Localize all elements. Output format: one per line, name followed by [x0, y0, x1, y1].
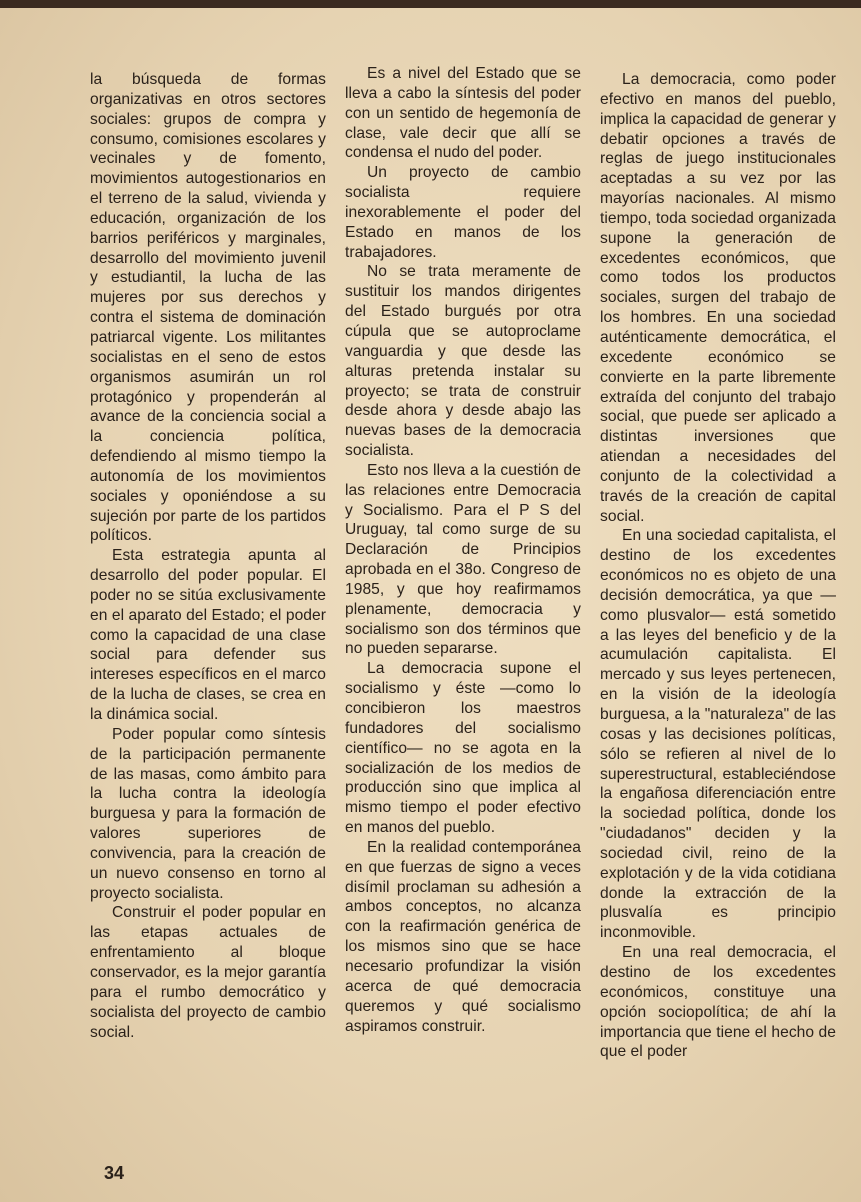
- paragraph: Esta estrategia apunta al desarrollo del poder popular. El poder no se sitúa exclusivamente en el aparato del Estado; el poder como la capacidad de una clase social para defender sus intereses específicos en el marco de la lucha de clases, se crea en la dinámica social.: [90, 547, 326, 723]
- paragraph: Construir el poder popular en las etapas actuales de enfrentamiento al bloque conservador, es la mejor garantía para el rumbo democrático y socialista del proyecto de cambio social.: [90, 904, 326, 1041]
- paragraph: Esto nos lleva a la cuestión de las relaciones entre Democracia y Socialismo. Para el P S del Uruguay, tal como surge de su Declaración de Principios aprobada en el 38o. Congreso de 1985, y que hoy reafirmamos plenamente, democracia y socialismo son dos términos que no pueden separarse.: [345, 461, 581, 658]
- paragraph: La democracia supone el socialismo y éste —como lo concibieron los maestros fundadores del socialismo científico— no se agota en la socialización de los medios de producción sino que implica al mismo tiempo el poder efectivo en manos del pueblo.: [345, 660, 581, 837]
- paragraph: No se trata meramente de sustituir los mandos dirigentes del Estado burgués por otra cúpula que se autoproclame vanguardia y que desde las alturas pretenda instalar su proyecto; se trata de construir desde ahora y desde abajo las nuevas bases de la democracia socialista.: [345, 263, 581, 460]
- paragraph: Es a nivel del Estado que se lleva a cabo la síntesis del poder con un sentido de hegemonía de clase, vale decir que allí se condensa el nudo del poder.: [345, 65, 581, 162]
- paragraph: En una sociedad capitalista, el destino de los excedentes económicos no es objeto de una decisión democrática, ya que —como plusvalor— está sometido a las leyes del beneficio y de la acumulación capitalista. El mercado y sus leyes pertenecen, en la visión de la ideología burguesa, a la "naturaleza" de las cosas y las decisiones políticas, sólo se refieren al nivel de lo superestructural, estableciéndose la engañosa diferenciación entre la sociedad política, donde los "ciudadanos" deciden y la sociedad civil, reino de la explotación y de la vida cotidiana donde la extracción de la plusvalía es principio inconmovible.: [600, 527, 836, 942]
- paragraph: la búsqueda de formas organizativas en otros sectores sociales: grupos de compra y consumo, comisiones escolares y vecinales y de fomento, movimientos autogestionarios en el terreno de la salud, vivienda y educación, organización de los barrios periféricos y marginales, desarrollo del movimiento juvenil y estudiantil, la lucha de las mujeres por sus derechos y contra el sistema de dominación patriarcal vigente. Los militantes socialistas en el seno de estos organismos asumirán un rol protagónico y propenderán al avance de la conciencia social a la conciencia política, defendiendo al mismo tiempo la autonomía de los movimientos sociales y oponiéndose a su sujeción por parte de los partidos políticos.: [90, 71, 326, 545]
- page-top-edge: [0, 0, 861, 8]
- text-column-3: [600, 70, 836, 1062]
- text-column-2: [345, 64, 581, 1036]
- page-number: 34: [104, 1163, 125, 1183]
- paragraph: Un proyecto de cambio socialista requiere inexorablemente el poder del Estado en manos de los trabajadores.: [345, 164, 581, 261]
- paragraph: La democracia, como poder efectivo en manos del pueblo, implica la capacidad de generar y debatir opciones a través de reglas de juego institucionales aceptadas a su vez por las mayorías nacionales. Al mismo tiempo, toda sociedad organizada supone la generación de excedentes económicos, que como todos los productos sociales, surgen del trabajo de los hombres. En una sociedad auténticamente democrática, el excedente económico se convierte en la parte libremente extraída del conjunto del trabajo social, que puede ser aplicado a distintas inversiones que atiendan a necesidades del conjunto de la colectividad a través de la creación de capital social.: [600, 71, 836, 525]
- text-column-1: [90, 70, 326, 1042]
- paragraph: En la realidad contemporánea en que fuerzas de signo a veces disímil proclaman su adhesión a ambos conceptos, no alcanza con la reafirmación genérica de los mismos sino que se hace necesario profundizar la visión acerca de qué democracia queremos y qué socialismo aspiramos construir.: [345, 838, 581, 1035]
- paragraph: Poder popular como síntesis de la participación permanente de las masas, como ámbito para la lucha contra la ideología burguesa y para la formación de valores superiores de convivencia, para la creación de un nuevo consenso en torno al proyecto socialista.: [90, 725, 326, 902]
- paragraph: En una real democracia, el destino de los excedentes económicos, constituye una opción sociopolítica; de ahí la importancia que tiene el hecho de que el poder: [600, 944, 836, 1061]
